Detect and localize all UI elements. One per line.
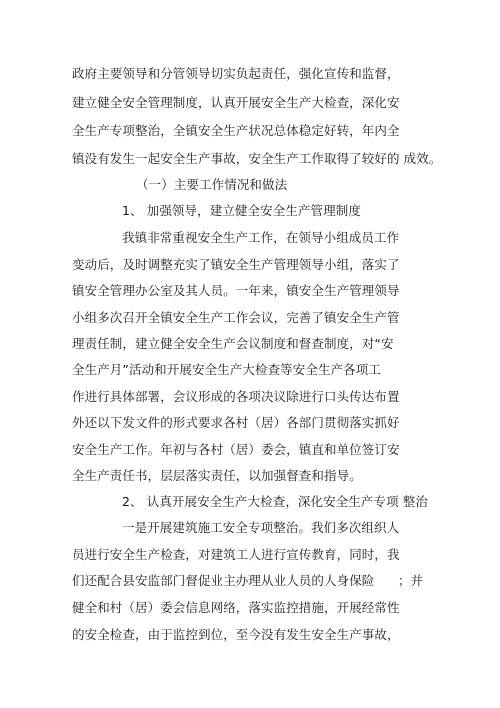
paragraph-line: 全生产月”活动和开展安全生产大检查等安全生产各项工 [72, 362, 381, 377]
paragraph-line: 全生产责任书，层层落实责任，以加强督查和指导。 [72, 468, 362, 483]
paragraph-line: 政府主要领导和分管领导切实负起责任，强化宣传和监督， [72, 66, 400, 81]
subsection-heading-2: 2、 认真开展安全生产大检查，深化安全生产专项 整治 [122, 494, 429, 509]
paragraph-line: 全生产专项整治，全镇安全生产状况总体稳定好转，年内全 [72, 123, 400, 138]
subsection-heading-1: 1、 加强领导，建立健全安全生产管理制度 [122, 203, 361, 218]
paragraph-line: 们还配合县安监部门督促业主办理从业人员的人身保险 [72, 573, 375, 588]
paragraph-line: 我镇非常重视安全生产工作，在领导小组成员工作 [122, 230, 400, 245]
paragraph-line: 一是开展建筑施工安全专项整治。我们多次组织人 [122, 520, 400, 535]
paragraph-line: 变动后，及时调整充实了镇安全生产管理领导小组，落实了 [72, 257, 400, 272]
paragraph-line: 的安全检查，由于监控到位，至今没有发生安全生产事故， [72, 627, 400, 642]
section-heading: （一）主要工作情况和做法 [136, 177, 288, 192]
paragraph-line: 建立健全安全管理制度，认真开展安全生产大检查，深化安 [72, 95, 400, 110]
paragraph-line: 外还以下发文件的形式要求各村（居）各部门贯彻落实抓好 [72, 415, 400, 430]
paragraph-line: 镇没有发生一起安全生产事故，安全生产工作取得了较好的 成效。 [72, 151, 442, 166]
paragraph-line: 理责任制，建立健全安全生产会议制度和督查制度，对“安 [72, 336, 394, 351]
paragraph-line: 镇安全管理办公室及其人员。一年来，镇安全生产管理领导 [72, 283, 400, 298]
paragraph-line: 安全生产工作。年初与各村（居）委会，镇直和单位签订安 [72, 442, 400, 457]
paragraph-line-tail: ；并 [398, 573, 424, 588]
paragraph-line: 作进行具体部署，会议形成的各项决议除进行口头传达布置 [72, 389, 400, 404]
paragraph-line: 小组多次召开全镇安全生产工作会议，完善了镇安全生产管 [72, 310, 400, 325]
paragraph-line: 员进行安全生产检查，对建筑工人进行宣传教育，同时，我 [72, 547, 400, 562]
paragraph-line: 健全和村（居）委会信息网络，落实监控措施，开展经常性 [72, 600, 400, 615]
